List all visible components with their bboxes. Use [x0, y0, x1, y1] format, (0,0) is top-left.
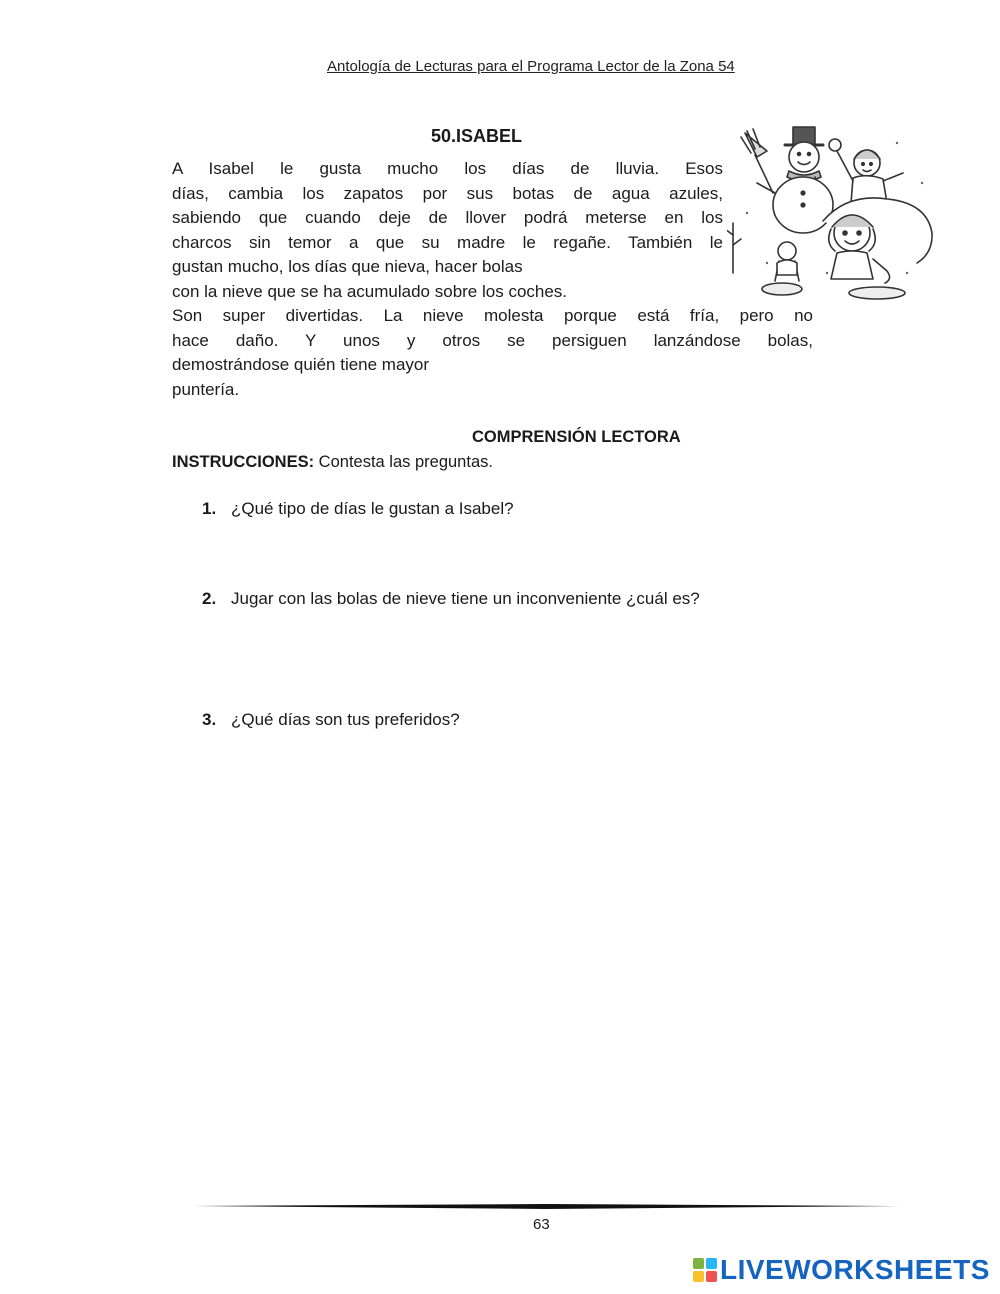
liveworksheets-logo-icon — [693, 1258, 717, 1282]
question-3 — [202, 710, 460, 730]
instructions-text: Contesta las preguntas. — [314, 453, 493, 471]
footer-divider — [193, 1204, 899, 1209]
instructions — [172, 453, 493, 472]
reading-title: 50.ISABEL — [431, 126, 523, 146]
liveworksheets-logo-text: LIVEWORKSHEETS — [720, 1254, 990, 1285]
question-3-text: ¿Qué días son tus preferidos? — [231, 710, 460, 729]
winter-children-illustration — [727, 123, 937, 303]
comprehension-title: COMPRENSIÓN LECTORA — [472, 428, 681, 446]
running-header: Antología de Lecturas para el Programa Lector de la Zona 54 — [327, 58, 735, 75]
reading-line-7: Son super divertidas. La nieve molesta porque está fría, pero no — [172, 306, 813, 325]
question-2-text: Jugar con las bolas de nieve tiene un inconveniente ¿cuál es? — [231, 589, 700, 608]
reading-line-5: gustan mucho, los días que nieva, hacer bolas — [172, 257, 523, 276]
question-1 — [202, 499, 514, 519]
reading-line-1: A Isabel le gusta mucho los días de lluvia. Esos — [172, 159, 723, 178]
reading-line-4: charcos sin temor a que su madre le regañe. También le — [172, 232, 723, 252]
reading-line-6: con la nieve que se ha acumulado sobre los coches. — [172, 281, 568, 301]
liveworksheets-logo[interactable] — [693, 1254, 990, 1286]
reading-line-8: hace daño. Y unos y otros se persiguen lanzándose bolas, — [172, 330, 813, 350]
reading-line-3: sabiendo que cuando deje de llover podrá meterse en los — [172, 208, 723, 227]
instructions-label: INSTRUCCIONES: — [172, 453, 315, 471]
question-3-number: 3. — [202, 710, 217, 729]
question-2-number: 2. — [202, 589, 217, 608]
reading-line-10: puntería. — [172, 379, 240, 399]
reading-line-2: días, cambia los zapatos por sus botas de agua azules, — [172, 183, 723, 203]
reading-line-9: demostrándose quién tiene mayor — [172, 355, 430, 374]
page-number: 63 — [533, 1216, 550, 1233]
question-2 — [202, 589, 700, 609]
question-1-text: ¿Qué tipo de días le gustan a Isabel? — [231, 499, 514, 518]
question-1-number: 1. — [202, 499, 217, 518]
